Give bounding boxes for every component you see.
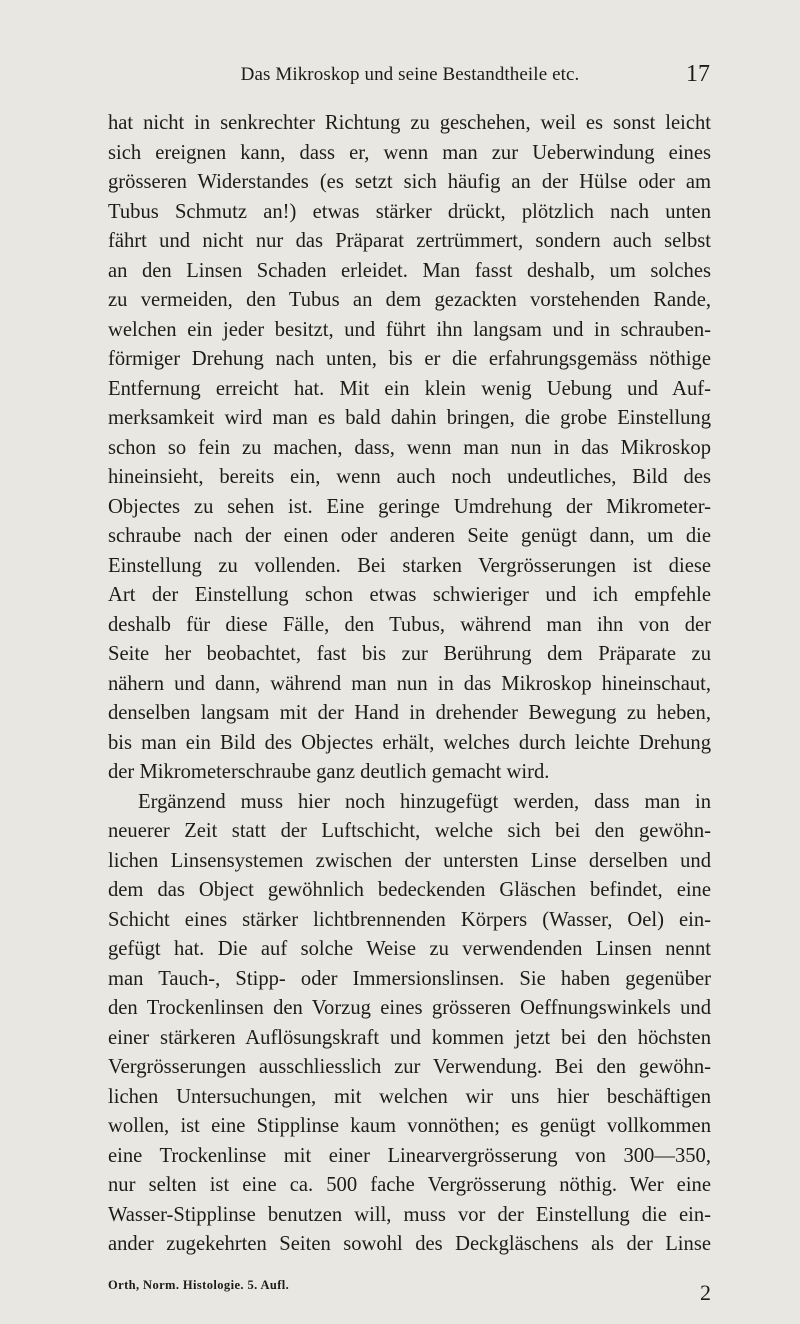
text-line: Ergänzend muss hier noch hinzugefügt werden, dass man in	[138, 790, 711, 813]
text-line: Objectes zu sehen ist. Eine geringe Umdrehung der Mikrometer-	[108, 495, 711, 518]
text-line: welchen ein jeder besitzt, und führt ihn langsam und in schrauben-	[108, 318, 711, 341]
body-text	[108, 109, 711, 1260]
text-line: zu vermeiden, den Tubus an dem gezackten vorstehenden Rande,	[108, 289, 711, 311]
text-line: Schicht eines stärker lichtbrennenden Körpers (Wasser, Oel) ein-	[108, 908, 711, 931]
text-line: den Trockenlinsen den Vorzug eines grösseren Oeffnungswinkels und	[108, 997, 711, 1019]
paragraph	[108, 788, 711, 1260]
text-line: dem das Object gewöhnlich bedeckenden Gläschen befindet, eine	[108, 879, 711, 901]
text-line: Einstellung zu vollenden. Bei starken Vergrösserungen ist diese	[108, 554, 711, 577]
running-title: Das Mikroskop und seine Bestandtheile etc.	[240, 64, 580, 85]
printer-signature: Orth, Norm. Histologie. 5. Aufl.	[108, 1278, 290, 1292]
page-header	[110, 61, 710, 92]
text-line: wollen, ist eine Stipplinse kaum vonnöthen; es genügt vollkommen	[108, 1115, 711, 1137]
text-line: hat nicht in senkrechter Richtung zu geschehen, weil es sonst leicht	[108, 112, 711, 134]
text-line: eine Trockenlinse mit einer Linearvergrösserung von 300—350,	[108, 1144, 711, 1167]
text-line: deshalb für diese Fälle, den Tubus, während man ihn von der	[108, 613, 711, 636]
text-line: nur selten ist eine ca. 500 fache Vergrösserung nöthig. Wer eine	[108, 1174, 711, 1196]
text-line: Tubus Schmutz an!) etwas stärker drückt, plötzlich nach unten	[108, 200, 711, 223]
text-line: grösseren Widerstandes (es setzt sich häufig an der Hülse oder am	[108, 171, 711, 193]
text-line: neuerer Zeit statt der Luftschicht, welche sich bei den gewöhn-	[108, 820, 711, 842]
text-line: Art der Einstellung schon etwas schwieriger und ich empfehle	[108, 584, 711, 606]
text-line: der Mikrometerschraube ganz deutlich gemacht wird.	[108, 761, 550, 783]
text-line: sich ereignen kann, dass er, wenn man zur Ueberwindung eines	[108, 141, 711, 164]
text-line: man Tauch-, Stipp- oder Immersionslinsen. Sie haben gegenüber	[108, 967, 711, 990]
paragraph	[108, 109, 711, 788]
text-line: gefügt hat. Die auf solche Weise zu verwendenden Linsen nennt	[108, 938, 711, 960]
text-line: nähern und dann, während man nun in das Mikroskop hineinschaut,	[108, 672, 711, 695]
text-line: einer stärkeren Auflösungskraft und kommen jetzt bei den höchsten	[108, 1026, 711, 1049]
text-line: bis man ein Bild des Objectes erhält, welches durch leichte Drehung	[108, 731, 711, 754]
signature-mark: 2	[700, 1280, 711, 1305]
text-line: schon so fein zu machen, dass, wenn man nun in das Mikroskop	[108, 436, 711, 459]
text-line: Wasser-Stipplinse benutzen will, muss vor der Einstellung die ein-	[108, 1203, 711, 1226]
text-line: Vergrösserungen ausschliesslich zur Verwendung. Bei den gewöhn-	[108, 1056, 711, 1078]
text-line: Seite her beobachtet, fast bis zur Berührung dem Präparate zu	[108, 643, 711, 665]
text-line: an den Linsen Schaden erleidet. Man fasst deshalb, um solches	[108, 259, 711, 282]
text-line: merksamkeit wird man es bald dahin bringen, die grobe Einstellung	[108, 407, 711, 429]
text-line: schraube nach der einen oder anderen Seite genügt dann, um die	[108, 525, 711, 547]
text-line: lichen Linsensystemen zwischen der untersten Linse derselben und	[108, 849, 711, 872]
page-number: 17	[686, 61, 710, 87]
text-line: förmiger Drehung nach unten, bis er die erfahrungsgemäss nöthige	[108, 348, 711, 370]
text-line: lichen Untersuchungen, mit welchen wir uns hier beschäftigen	[108, 1085, 711, 1108]
page-footer	[108, 1278, 711, 1304]
text-line: Entfernung erreicht hat. Mit ein klein wenig Uebung und Auf-	[108, 377, 711, 400]
text-line: hineinsieht, bereits ein, wenn auch noch undeutliches, Bild des	[108, 466, 711, 488]
text-line: fährt und nicht nur das Präparat zertrümmert, sondern auch selbst	[108, 230, 711, 252]
text-line: denselben langsam mit der Hand in drehender Bewegung zu heben,	[108, 702, 711, 724]
text-line: ander zugekehrten Seiten sowohl des Deckgläschens als der Linse	[108, 1233, 711, 1255]
